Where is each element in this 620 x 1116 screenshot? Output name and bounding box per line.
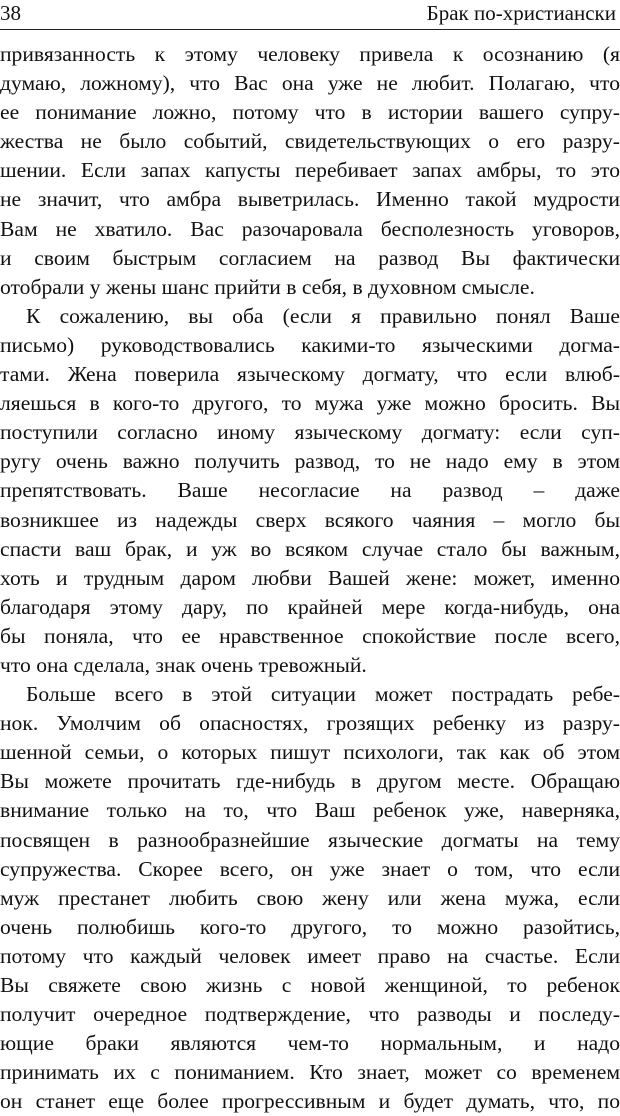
text-line: получит очередное подтверждение, что разводы и последу- [0,1002,620,1027]
text-line: ее понимание ложно, потому что в истории вашего супру- [0,100,620,125]
text-line: благодаря этому дару, по крайней мере когда-нибудь, она [0,594,620,619]
text-line: препятствовать. Ваше несогласие на развод – даже [0,478,620,503]
text-line: принимать их с пониманием. Кто знает, может со временем [0,1060,620,1085]
body-text [0,40,620,1116]
text-line: хоть и трудным даром любви Вашей жене: может, именно [0,565,620,590]
text-line: Вам не хватило. Вас разочаровала бесполезность уговоров, [0,216,620,241]
text-line: отобрали у жены шанс прийти в себя, в духовном смысле. [0,274,535,299]
text-line: К сожалению, вы оба (если я правильно понял Ваше [26,303,620,328]
text-line: потому что каждый человек имеет право на счастье. Если [0,943,620,968]
text-line: ющие браки являются чем-то нормальным, и надо [0,1031,620,1056]
book-title: Брак по-христиански [426,1,616,25]
text-line: поступили согласно иному языческому догмату: если суп- [0,420,620,445]
text-line: ругу очень важно получить развод, то не надо ему в этом [0,449,620,474]
text-line: спасти ваш брак, и уж во всяком случае стало бы важным, [0,536,620,561]
text-line: бы поняла, что ее нравственное спокойствие после всего, [0,623,620,648]
text-line: посвящен в разнообразнейшие языческие догматы на тему [0,827,620,852]
text-line: супружества. Скорее всего, он уже знает о том, что если [0,856,620,881]
text-line: Вы можете прочитать где-нибудь в другом месте. Обращаю [0,769,620,794]
text-line: привязанность к этому человеку привела к осознанию (я [0,42,620,66]
text-line: возникшее из надежды сверх всякого чаяния – могло бы [0,507,620,532]
text-line: Вы свяжете свою жизнь с новой женщиной, то ребенок [0,973,620,997]
text-line: Больше всего в этой ситуации может пострадать ребе- [26,682,620,707]
text-line: муж престанет любить свою жену или жена мужа, если [0,885,620,910]
running-header [0,0,620,30]
text-line: не значит, что амбра выветрилась. Именно такой мудрости [0,187,620,212]
text-line: письмо) руководствовались какими-то языческими догма- [0,332,620,357]
text-line: очень полюбишь кого-то другого, то можно разойтись, [0,914,620,939]
text-line: жества не было событий, свидетельствующих о его разру- [0,129,620,154]
text-line: шенной семьи, о которых пишут психологи, так как об этом [0,740,620,765]
text-line: тами. Жена поверила языческому догмату, что если влюб- [0,362,620,387]
text-line: внимание только на то, что Ваш ребенок уже, наверняка, [0,798,620,823]
text-line: он станет еще более прогрессивным и будет думать, что, по [0,1089,620,1114]
text-line: думаю, ложному), что Вас она уже не любит. Полагаю, что [0,71,620,96]
text-line: ляешься в кого-то другого, то мужа уже можно бросить. Вы [0,391,620,416]
text-line: и своим быстрым согласием на развод Вы фактически [0,245,620,270]
page-number: 38 [0,1,21,25]
text-line: что она сделала, знак очень тревожный. [0,652,367,677]
text-line: нок. Умолчим об опасностях, грозящих ребенку из разру- [0,711,620,736]
text-line: шении. Если запах капусты перебивает запах амбры, то это [0,158,620,183]
